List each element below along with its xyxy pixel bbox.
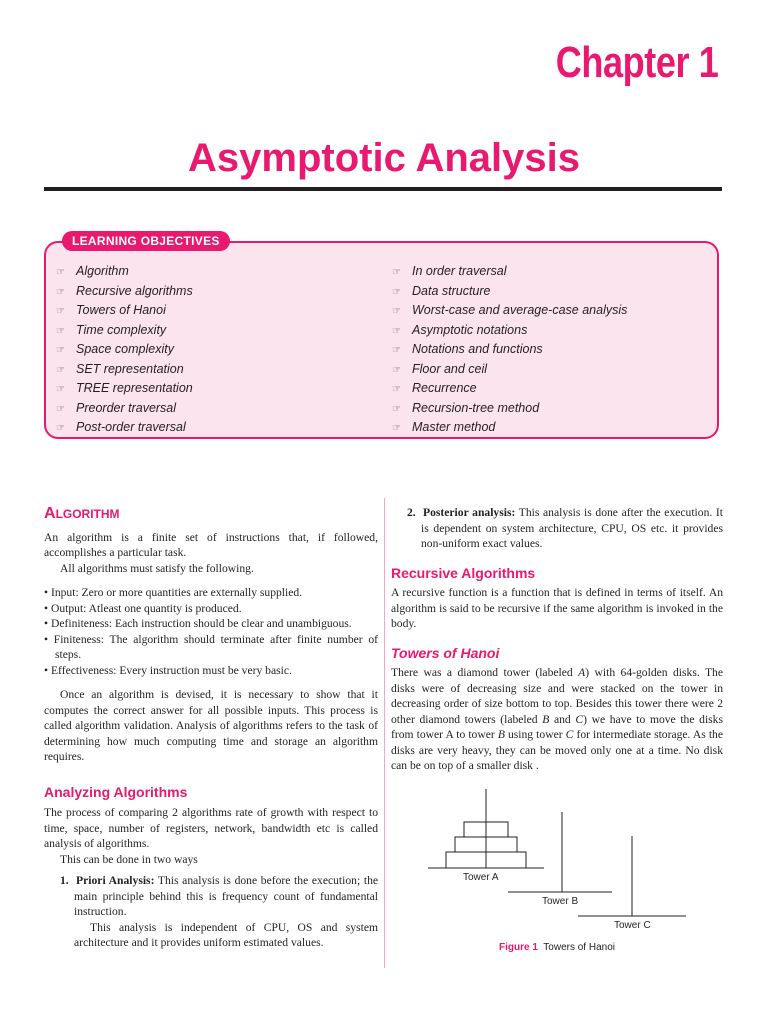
objective-label: Data structure [412, 283, 491, 298]
text-run: C [565, 728, 574, 741]
bullet-dot-icon: • [44, 601, 51, 615]
objective-label: Recursion-tree method [412, 400, 540, 415]
paragraph: This analysis is independent of CPU, OS and system architecture and it provides uniform estimated values. [74, 920, 378, 949]
paragraph: This can be done in two ways [60, 852, 198, 866]
paragraph: An algorithm is a finite set of instructions that, if followed, accomplishes a particular task. [44, 530, 378, 559]
objective-label: Master method [412, 420, 496, 434]
text-run: using tower [504, 728, 566, 741]
bullet-text: Effectiveness: Every instruction must be very basic. [50, 663, 292, 677]
text-run: ) we have to move the disks from tower A to tower [391, 712, 723, 741]
pointing-hand-icon: ☞ [392, 325, 401, 337]
item-number: 2. [407, 506, 416, 519]
paragraph: All algorithms must satisfy the following. [60, 561, 254, 575]
pointing-hand-icon: ☞ [56, 325, 65, 337]
pointing-hand-icon: ☞ [56, 306, 65, 317]
learning-objectives-heading: LEARNING OBJECTIVES [62, 231, 230, 251]
text-run: ) with 64-golden disks. The disks were of decreasing size and were stacked on the tower in decreasing order of size bottom to top. Besides this tower there were 2 other diamond towers (labeled [391, 666, 723, 726]
objective-label: SET representation [76, 361, 184, 376]
item-text: This analysis is done before the execution; the main principle behind this is frequency count of fundamental instruction. [74, 874, 379, 918]
figure-caption-text: Towers of Hanoi [543, 942, 615, 953]
objective-label: TREE representation [76, 381, 193, 395]
item-term: Posterior analysis: [423, 506, 516, 519]
objective-label: Recurrence [412, 381, 477, 395]
pointing-hand-icon: ☞ [56, 267, 65, 278]
objective-label: Asymptotic notations [412, 322, 528, 337]
section-heading-analyzing: Analyzing Algorithms [44, 783, 188, 800]
chapter-title: Asymptotic Analysis [188, 136, 580, 180]
pointing-hand-icon: ☞ [56, 423, 65, 434]
objective-label: Recursive algorithms [76, 283, 193, 298]
objective-label: Post-order traversal [76, 420, 186, 434]
paragraph: A recursive function is a function that is defined in terms of itself. An algorithm is said to be recursive if the same algorithm is invoked in the body. [391, 586, 723, 630]
objective-label: Notations and functions [412, 342, 543, 356]
text-run: A [578, 666, 586, 679]
figure-number: Figure 1 [499, 942, 538, 953]
objective-label: Space complexity [76, 342, 174, 356]
bullet-text: Definiteness: Each instruction should be clear and unambiguous. [50, 617, 352, 630]
pointing-hand-icon: ☞ [56, 403, 65, 415]
pointing-hand-icon: ☞ [392, 267, 401, 278]
pointing-hand-icon: ☞ [392, 286, 401, 298]
tower-c-label: Tower C [614, 920, 651, 931]
text-run: and [549, 712, 576, 726]
objective-label: Towers of Hanoi [76, 303, 166, 317]
text-run: B [497, 728, 505, 741]
pointing-hand-icon: ☞ [56, 364, 65, 376]
heading-initial: A [44, 505, 56, 522]
section-heading-recursive: Recursive Algorithms [391, 564, 536, 581]
pointing-hand-icon: ☞ [392, 364, 401, 376]
heading-rest: LGORITHM [55, 507, 120, 521]
bullet-dot-icon: • [44, 586, 51, 599]
tower-b-label: Tower B [542, 896, 579, 907]
bullet-text: Finiteness: The algorithm should terminate after finite number of steps. [53, 632, 378, 661]
pointing-hand-icon: ☞ [392, 423, 401, 434]
tower-a-label: Tower A [463, 872, 499, 883]
bullet-dot-icon: • [44, 663, 51, 677]
text-run: B [542, 712, 550, 726]
item-number: 1. [60, 874, 69, 887]
objective-label: Worst-case and average-case analysis [412, 303, 628, 317]
paragraph: The process of comparing 2 algorithms rate of growth with respect to time, space, number of registers, network, bandwidth etc is called analysis of algorithms. [44, 806, 378, 850]
pointing-hand-icon: ☞ [56, 384, 65, 395]
bullet-dot-icon: • [44, 632, 54, 646]
objective-label: In order traversal [412, 264, 507, 278]
paragraph: Once an algorithm is devised, it is necessary to show that it computes the correct answer for all possible inputs. This process is called algorithm validation. Analysis of algorithms refers to the task of determining how much computing time and storage an algorithm requires. [44, 688, 378, 763]
item-term: Priori Analysis: [76, 874, 155, 887]
objective-label: Algorithm [76, 264, 129, 278]
pointing-hand-icon: ☞ [392, 345, 401, 356]
objective-label: Time complexity [76, 322, 167, 337]
objective-label: Preorder traversal [76, 400, 177, 415]
text-run: There was a diamond tower (labeled [391, 666, 579, 679]
figure-caption [499, 942, 615, 953]
bullet-text: Input: Zero or more quantities are externally supplied. [50, 586, 303, 599]
text-run: C [575, 712, 584, 726]
pointing-hand-icon: ☞ [392, 384, 401, 395]
objective-label: Floor and ceil [412, 361, 488, 376]
pointing-hand-icon: ☞ [392, 403, 401, 415]
pointing-hand-icon: ☞ [56, 286, 65, 298]
pointing-hand-icon: ☞ [56, 345, 65, 356]
bullet-text: Output: Atleast one quantity is produced. [50, 601, 242, 615]
bullet-dot-icon: • [44, 617, 51, 630]
section-heading-hanoi: Towers of Hanoi [391, 644, 500, 661]
pointing-hand-icon: ☞ [392, 306, 401, 317]
chapter-number: Chapter 1 [555, 38, 718, 87]
item-text: This analysis is done after the execution. It is dependent on system architecture, CPU, OS etc. it provides non-uniform exact values. [421, 506, 723, 550]
text-run: for intermediate storage. As the disks are very heavy, they can be moved only one at a time. No disk can be on top of a smaller disk . [391, 728, 723, 772]
